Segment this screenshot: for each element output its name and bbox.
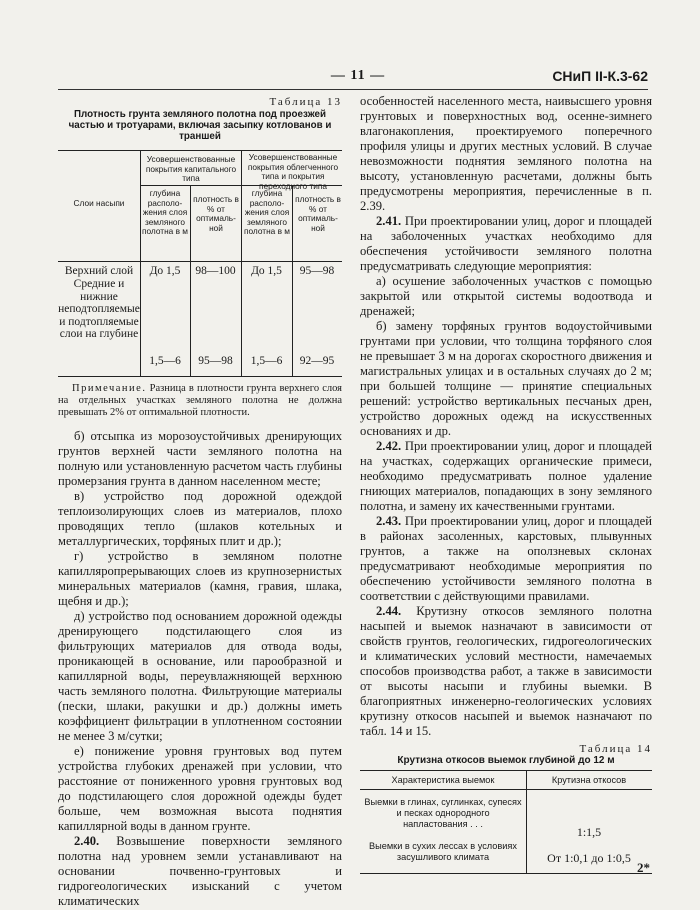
row-2-depth-2: 1,5—6 xyxy=(250,355,283,367)
row-1-density-2: 95—98 xyxy=(299,265,335,277)
table-13-note xyxy=(58,383,342,419)
col-group-light: Усовершенствованные покрытия облегченного типа и покрытия переходного типа xyxy=(247,152,339,191)
clause-number: 2.41. xyxy=(376,214,402,228)
row-2-characteristic: Выемки в сухих лессах в условиях засушливого климата xyxy=(369,841,517,862)
paragraph-g: г) устройство в земляном полотне капилляропрерывающих слоев из крупнозернистых минеральных материалов (камня, гравия, шлака, щебня и др.); xyxy=(58,549,342,608)
table-14-label: Таблица 14 xyxy=(579,743,652,755)
paragraph-b: б) отсыпка из морозоустойчивых дренирующих грунтов верхней части земляного полотна на полную или установленную расчетом часть глубины промерзания грунта в данном населенном месте; xyxy=(58,429,342,488)
col-header-characteristic: Характеристика выемок xyxy=(391,775,495,785)
col-header-layers: Слои насыпи xyxy=(73,198,125,208)
table-13 xyxy=(58,150,342,377)
table-13-caption: Плотность грунта земляного полотна под проезжей частью и тротуарами, включая засыпку котлованов и траншей xyxy=(68,109,332,142)
clause-text: При проектировании улиц, дорог и площадей в районах засоленных, карстовых, плывунных грунтов, а также на оползневых склонах предусматривают необходимые мероприятия по обеспечению устойчивости земляного полотна в соответствии с действующими правилами. xyxy=(360,514,652,603)
right-column xyxy=(360,94,652,874)
row-2-depth-1: 1,5—6 xyxy=(149,355,181,367)
row-1-characteristic: Выемки в глинах, суглинках, супесях и песках однородного напластования . . . xyxy=(364,797,522,829)
col-header-depth: глубина располо-жения слоя земляного полотна в м xyxy=(142,188,189,236)
table-14-caption: Крутизна откосов выемок глубиной до 12 м xyxy=(397,755,615,766)
row-1-depth-1: До 1,5 xyxy=(149,265,181,277)
page-header xyxy=(58,64,648,86)
table-13-label: Таблица 13 xyxy=(269,96,342,108)
paragraph-a: а) осушение заболоченных участков с помощью закрытой или открытой системы водоотвода и дренажей; xyxy=(360,274,652,318)
row-2-slope: От 1:0,1 до 1:0,5 xyxy=(547,851,631,865)
paragraph-e: е) понижение уровня грунтовых вод путем устройства глубоких дренажей при условии, что расстояние от пониженного уровня грунтовых вод до подстилающего слоя дорожной одежды будет больше, чем возможная высота поднятия капиллярной воды в данном грунте. xyxy=(58,744,342,833)
table-divider xyxy=(58,261,342,262)
clause-number: 2.43. xyxy=(376,514,402,528)
row-2-density-2: 92—95 xyxy=(299,355,335,367)
paragraph-v: в) устройство под дорожной одеждой теплоизолирующих слоев из материалов, плохо проводящих тепло (шлаков котельных и металлургических, торфяных плит и др.); xyxy=(58,489,342,548)
col-header-density: плотность в % от оптималь-ной xyxy=(295,194,341,233)
row-2-layer: Средние и нижние неподтопляемые и подтопляемые слои на глубине xyxy=(58,278,140,340)
header-rule xyxy=(58,89,648,90)
table-14 xyxy=(360,770,652,874)
paragraph-d: д) устройство под основанием дорожной одежды дренирующего подстилающего слоя из фильтрующих материалов для отвода воды, проникающей в основание, или парообразной и капиллярной воды, переувлажняющей верхнюю часть земляного полотна. Фильтрующие материалы (пески, шлаки, ракушки и др.) должны иметь коэффициент фильтрации в уплотненном состоянии не менее 3 м/сутки; xyxy=(58,609,342,743)
row-1-layer: Верхний слой xyxy=(64,265,134,277)
table-divider xyxy=(292,185,293,376)
row-1-depth-2: До 1,5 xyxy=(251,265,282,277)
clause-text: Крутизну откосов земляного полотна насыпей и выемок назначают в зависимости от свойств грунтов, геологических, гидрогеологических и климатических условий местности, намечаемых способов производства работ, а также в зависимости от высоты насыпи и глубины выемки. В благоприятных инженерно-геологических условиях крутизну откосов насыпей и выемок назначают по табл. 14 и 15. xyxy=(360,604,652,738)
col-header-density: плотность в % от оптималь-ной xyxy=(193,194,239,233)
note-label: Примечание. xyxy=(72,383,147,394)
clause-text: При проектировании улиц, дорог и площадей на заболоченных участках необходимо для обеспечения устойчивости земляного полотна предусматривать следующие мероприятия: xyxy=(360,214,652,273)
clause-number: 2.44. xyxy=(376,604,402,618)
col-header-slope: Крутизна откосов xyxy=(551,775,627,785)
clause-text: При проектировании улиц, дорог и площадей на участках, содержащих органические примеси, необходимо предусматривать полное удаление гниющих материалов, попадающих в зону земляного полотна, и замену их качественными грунтами. xyxy=(360,439,652,513)
clause-text: Возвышение поверхности земляного полотна над уровнем земли устанавливают на основании почвенно-грунтовых и гидрогеологических изысканий с учетом климатических xyxy=(58,834,342,908)
table-divider xyxy=(360,789,652,790)
paragraph-2-41 xyxy=(360,214,652,274)
page-number: — 11 — xyxy=(330,68,386,83)
clause-number: 2.42. xyxy=(376,439,402,453)
signature-mark: 2* xyxy=(637,860,650,875)
row-1-density-1: 98—100 xyxy=(195,265,236,277)
paragraph-b-right: б) замену торфяных грунтов водоустойчивыми грунтами при условии, что толщина торфяного слоя не превышает 3 м на дорогах скоростного движения и магистральных улицах и в остальных случаях до 2 м; при большей толщине — принятие специальных решений: устройство вертикальных песчаных дрен, устройство дорожных одежд на искусственных основаниях и др. xyxy=(360,319,652,438)
col-group-capital: Усовершенствованные покрытия капитального типа xyxy=(145,154,237,183)
table-divider xyxy=(190,185,191,376)
clause-number: 2.40. xyxy=(74,834,100,848)
note-text: Разница в плотности грунта верхнего слоя на отдельных участках земляного полотна не должна превышать 2% от оптимальной плотности. xyxy=(58,383,343,418)
paragraph-continuation: особенностей населенного места, наивысшего уровня грунтовых и поверхностных вод, осенне-зимнего влагонакопления, проектируемого поперечного профиля улицы и других местных условий. В случае невозможности поднятия земляного полотна на высоту, установленную расчетами, должны быть предусмотрены мероприятия, перечисленные в п. 2.39. xyxy=(360,94,652,213)
paragraph-2-43 xyxy=(360,514,652,604)
left-column xyxy=(58,94,342,909)
paragraph-2-44 xyxy=(360,604,652,739)
row-2-density-1: 95—98 xyxy=(198,355,233,367)
document-code: СНиП II-К.3-62 xyxy=(552,68,648,84)
paragraph-2-40 xyxy=(58,834,342,909)
row-1-slope: 1:1,5 xyxy=(576,825,602,839)
paragraph-2-42 xyxy=(360,439,652,514)
col-header-depth: глубина располо-жения слоя земляного полотна в м xyxy=(243,188,290,236)
